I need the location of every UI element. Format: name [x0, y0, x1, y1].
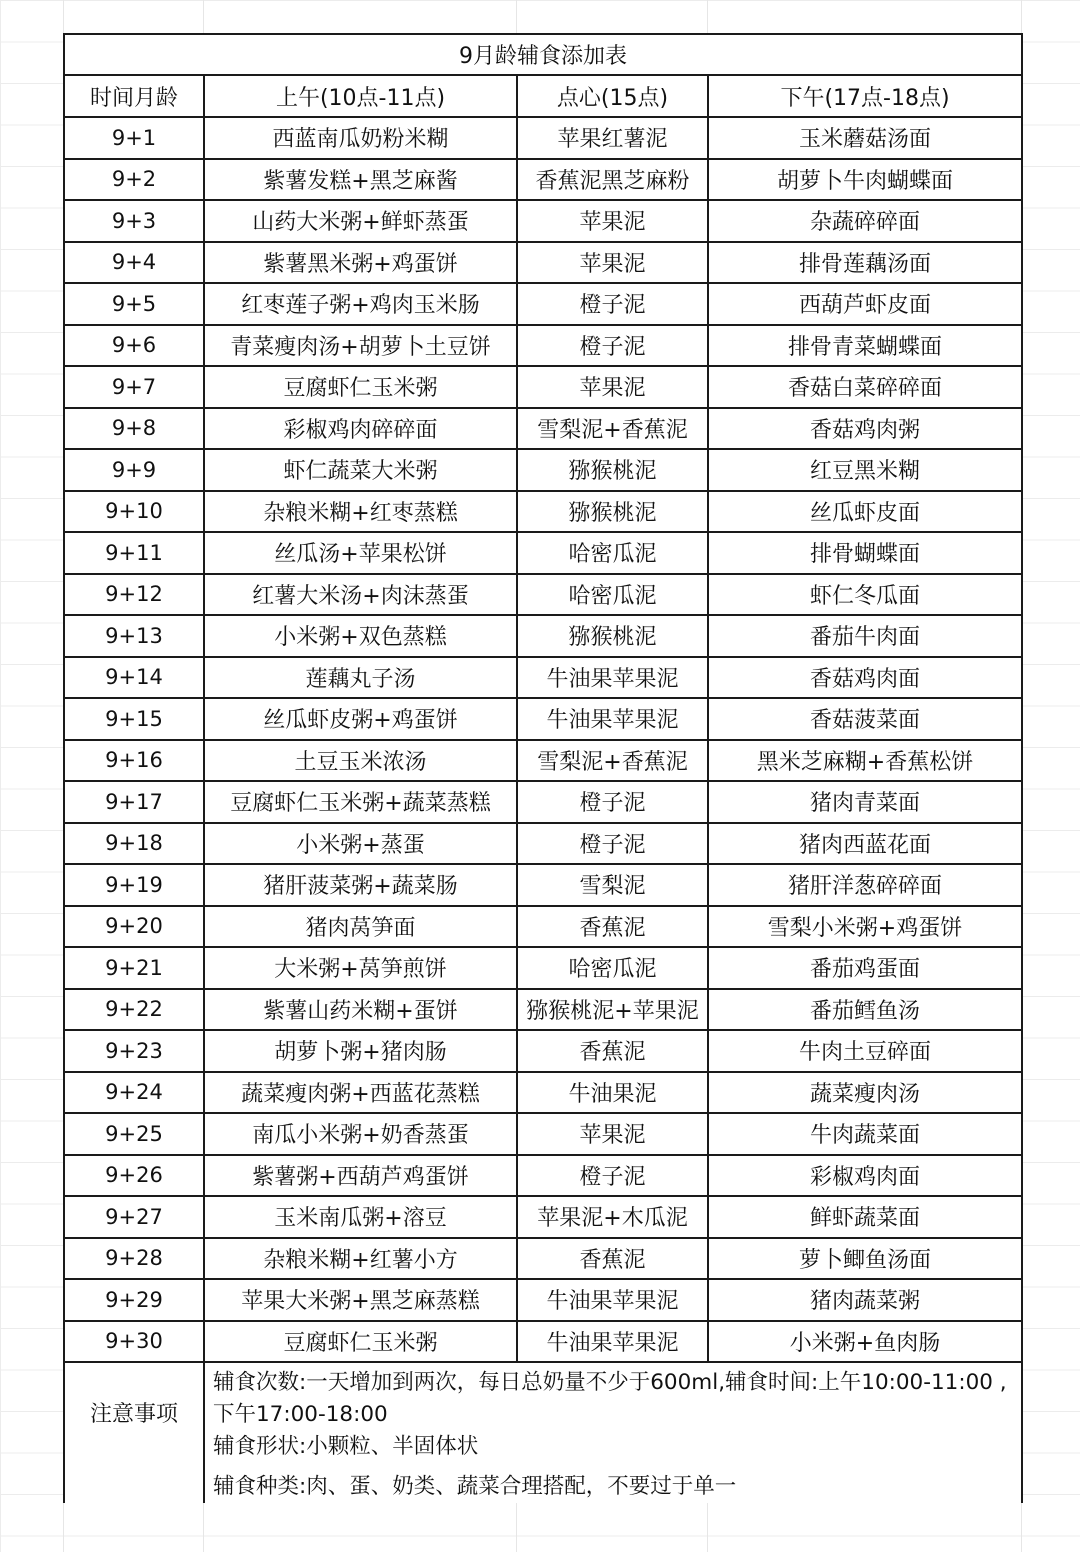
cell-day[interactable]: 9+8: [64, 408, 204, 450]
cell-morning[interactable]: 青菜瘦肉汤+胡萝卜土豆饼: [204, 325, 517, 367]
cell-morning[interactable]: 小米粥+蒸蛋: [204, 823, 517, 865]
cell-snack[interactable]: 橙子泥: [517, 823, 708, 865]
cell-day[interactable]: 9+19: [64, 864, 204, 906]
cell-day[interactable]: 9+14: [64, 657, 204, 699]
cell-day[interactable]: 9+28: [64, 1238, 204, 1280]
notes-line-frequency: 辅食次数:一天增加到两次，每日总奶量不少于600ml,辅食时间:上午10:00-11:00 ,下午17:00-18:00: [213, 1370, 1007, 1427]
table-row: [64, 1030, 1022, 1072]
cell-afternoon[interactable]: 排骨青菜蝴蝶面: [708, 325, 1022, 367]
cell-morning[interactable]: 虾仁蔬菜大米粥: [204, 449, 517, 491]
cell-morning[interactable]: 红枣莲子粥+鸡肉玉米肠: [204, 283, 517, 325]
cell-snack[interactable]: 苹果红薯泥: [517, 117, 708, 159]
header-age[interactable]: 时间月龄: [64, 75, 204, 117]
cell-day[interactable]: 9+10: [64, 491, 204, 533]
table-row: [64, 1072, 1022, 1114]
cell-day[interactable]: 9+3: [64, 200, 204, 242]
table-row: [64, 242, 1022, 284]
cell-morning[interactable]: 紫薯发糕+黑芝麻酱: [204, 159, 517, 201]
cell-day[interactable]: 9+25: [64, 1113, 204, 1155]
cell-snack[interactable]: 牛油果苹果泥: [517, 657, 708, 699]
cell-afternoon[interactable]: 牛肉蔬菜面: [708, 1113, 1022, 1155]
table-row: [64, 740, 1022, 782]
table-row: [64, 906, 1022, 948]
cell-morning[interactable]: 杂粮米糊+红枣蒸糕: [204, 491, 517, 533]
cell-morning[interactable]: 豆腐虾仁玉米粥: [204, 366, 517, 408]
cell-day[interactable]: 9+20: [64, 906, 204, 948]
cell-snack[interactable]: 香蕉泥: [517, 1238, 708, 1280]
cell-snack[interactable]: 雪梨泥: [517, 864, 708, 906]
cell-day[interactable]: 9+21: [64, 947, 204, 989]
header-row: [64, 75, 1022, 117]
cell-snack[interactable]: 苹果泥: [517, 366, 708, 408]
cell-day[interactable]: 9+11: [64, 532, 204, 574]
cell-afternoon[interactable]: 红豆黑米糊: [708, 449, 1022, 491]
cell-morning[interactable]: 豆腐虾仁玉米粥: [204, 1321, 517, 1363]
cell-snack[interactable]: 香蕉泥黑芝麻粉: [517, 159, 708, 201]
cell-snack[interactable]: 猕猴桃泥+苹果泥: [517, 989, 708, 1031]
cell-snack[interactable]: 苹果泥: [517, 1113, 708, 1155]
cell-day[interactable]: 9+5: [64, 283, 204, 325]
cell-afternoon[interactable]: 彩椒鸡肉面: [708, 1155, 1022, 1197]
table-row: [64, 864, 1022, 906]
cell-day[interactable]: 9+13: [64, 615, 204, 657]
cell-day[interactable]: 9+7: [64, 366, 204, 408]
table-row: [64, 159, 1022, 201]
cell-snack[interactable]: 哈密瓜泥: [517, 947, 708, 989]
cell-morning[interactable]: 玉米南瓜粥+溶豆: [204, 1196, 517, 1238]
cell-morning[interactable]: 紫薯山药米糊+蛋饼: [204, 989, 517, 1031]
feeding-schedule-table: [63, 33, 1023, 1503]
cell-day[interactable]: 9+12: [64, 574, 204, 616]
cell-day[interactable]: 9+9: [64, 449, 204, 491]
cell-morning[interactable]: 西蓝南瓜奶粉米糊: [204, 117, 517, 159]
table-row: [64, 1113, 1022, 1155]
cell-morning[interactable]: 南瓜小米粥+奶香蒸蛋: [204, 1113, 517, 1155]
cell-morning[interactable]: 胡萝卜粥+猪肉肠: [204, 1030, 517, 1072]
cell-afternoon[interactable]: 香菇鸡肉粥: [708, 408, 1022, 450]
cell-snack[interactable]: 香蕉泥: [517, 1030, 708, 1072]
cell-morning[interactable]: 紫薯粥+西葫芦鸡蛋饼: [204, 1155, 517, 1197]
cell-snack[interactable]: 牛油果苹果泥: [517, 1321, 708, 1363]
cell-snack[interactable]: 苹果泥+木瓜泥: [517, 1196, 708, 1238]
cell-afternoon[interactable]: 猪肉蔬菜粥: [708, 1279, 1022, 1321]
cell-snack[interactable]: 猕猴桃泥: [517, 449, 708, 491]
table-title[interactable]: 9月龄辅食添加表: [64, 34, 1022, 75]
title-row: [64, 34, 1022, 75]
cell-afternoon[interactable]: 玉米蘑菇汤面: [708, 117, 1022, 159]
cell-afternoon[interactable]: 蔬菜瘦肉汤: [708, 1072, 1022, 1114]
table-row: [64, 574, 1022, 616]
table-row: [64, 989, 1022, 1031]
cell-afternoon[interactable]: 猪肉西蓝花面: [708, 823, 1022, 865]
cell-day[interactable]: 9+6: [64, 325, 204, 367]
header-morning[interactable]: 上午(10点-11点): [204, 75, 517, 117]
table-row: [64, 1196, 1022, 1238]
cell-afternoon[interactable]: 番茄鸡蛋面: [708, 947, 1022, 989]
notes-label[interactable]: 注意事项: [64, 1362, 204, 1503]
cell-morning[interactable]: 猪肝菠菜粥+蔬菜肠: [204, 864, 517, 906]
cell-afternoon[interactable]: 牛肉土豆碎面: [708, 1030, 1022, 1072]
cell-afternoon[interactable]: 黑米芝麻糊+香蕉松饼: [708, 740, 1022, 782]
cell-day[interactable]: 9+15: [64, 698, 204, 740]
cell-snack[interactable]: 哈密瓜泥: [517, 532, 708, 574]
table-row: [64, 1279, 1022, 1321]
notes-content[interactable]: [204, 1362, 1022, 1503]
cell-morning[interactable]: 彩椒鸡肉碎碎面: [204, 408, 517, 450]
table-row: [64, 366, 1022, 408]
cell-afternoon[interactable]: 鲜虾蔬菜面: [708, 1196, 1022, 1238]
cell-afternoon[interactable]: 猪肉青菜面: [708, 781, 1022, 823]
cell-day[interactable]: 9+23: [64, 1030, 204, 1072]
cell-afternoon[interactable]: 香菇鸡肉面: [708, 657, 1022, 699]
cell-afternoon[interactable]: 胡萝卜牛肉蝴蝶面: [708, 159, 1022, 201]
table-row: [64, 698, 1022, 740]
cell-day[interactable]: 9+2: [64, 159, 204, 201]
cell-snack[interactable]: 雪梨泥+香蕉泥: [517, 408, 708, 450]
cell-snack[interactable]: 苹果泥: [517, 200, 708, 242]
table-row: [64, 491, 1022, 533]
table-row: [64, 325, 1022, 367]
cell-day[interactable]: 9+16: [64, 740, 204, 782]
cell-morning[interactable]: 山药大米粥+鲜虾蒸蛋: [204, 200, 517, 242]
cell-morning[interactable]: 丝瓜虾皮粥+鸡蛋饼: [204, 698, 517, 740]
cell-day[interactable]: 9+18: [64, 823, 204, 865]
cell-snack[interactable]: 雪梨泥+香蕉泥: [517, 740, 708, 782]
cell-day[interactable]: 9+26: [64, 1155, 204, 1197]
cell-afternoon[interactable]: 杂蔬碎碎面: [708, 200, 1022, 242]
cell-day[interactable]: 9+17: [64, 781, 204, 823]
header-afternoon[interactable]: 下午(17点-18点): [708, 75, 1022, 117]
cell-afternoon[interactable]: 香菇白菜碎碎面: [708, 366, 1022, 408]
cell-afternoon[interactable]: 番茄牛肉面: [708, 615, 1022, 657]
cell-snack[interactable]: 牛油果泥: [517, 1072, 708, 1114]
cell-afternoon[interactable]: 猪肝洋葱碎碎面: [708, 864, 1022, 906]
cell-morning[interactable]: 莲藕丸子汤: [204, 657, 517, 699]
cell-snack[interactable]: 哈密瓜泥: [517, 574, 708, 616]
cell-morning[interactable]: 大米粥+莴笋煎饼: [204, 947, 517, 989]
cell-afternoon[interactable]: 丝瓜虾皮面: [708, 491, 1022, 533]
cell-snack[interactable]: 橙子泥: [517, 283, 708, 325]
table-row: [64, 1238, 1022, 1280]
cell-afternoon[interactable]: 排骨莲藕汤面: [708, 242, 1022, 284]
cell-snack[interactable]: 香蕉泥: [517, 906, 708, 948]
cell-afternoon[interactable]: 西葫芦虾皮面: [708, 283, 1022, 325]
cell-snack[interactable]: 苹果泥: [517, 242, 708, 284]
cell-snack[interactable]: 橙子泥: [517, 325, 708, 367]
table-row: [64, 408, 1022, 450]
notes-line-variety: 辅食种类:肉、蛋、奶类、蔬菜合理搭配，不要过于单一: [213, 1474, 737, 1499]
cell-day[interactable]: 9+4: [64, 242, 204, 284]
cell-afternoon[interactable]: 虾仁冬瓜面: [708, 574, 1022, 616]
cell-morning[interactable]: 苹果大米粥+黑芝麻蒸糕: [204, 1279, 517, 1321]
cell-snack[interactable]: 猕猴桃泥: [517, 615, 708, 657]
cell-snack[interactable]: 橙子泥: [517, 781, 708, 823]
table-row: [64, 947, 1022, 989]
cell-afternoon[interactable]: 萝卜鲫鱼汤面: [708, 1238, 1022, 1280]
header-snack[interactable]: 点心(15点): [517, 75, 708, 117]
cell-day[interactable]: 9+22: [64, 989, 204, 1031]
cell-afternoon[interactable]: 雪梨小米粥+鸡蛋饼: [708, 906, 1022, 948]
cell-day[interactable]: 9+29: [64, 1279, 204, 1321]
cell-morning[interactable]: 猪肉莴笋面: [204, 906, 517, 948]
cell-day[interactable]: 9+1: [64, 117, 204, 159]
table-row: [64, 1155, 1022, 1197]
cell-morning[interactable]: 紫薯黑米粥+鸡蛋饼: [204, 242, 517, 284]
cell-morning[interactable]: 红薯大米汤+肉沫蒸蛋: [204, 574, 517, 616]
cell-snack[interactable]: 牛油果苹果泥: [517, 1279, 708, 1321]
cell-morning[interactable]: 豆腐虾仁玉米粥+蔬菜蒸糕: [204, 781, 517, 823]
cell-snack[interactable]: 牛油果苹果泥: [517, 698, 708, 740]
cell-morning[interactable]: 丝瓜汤+苹果松饼: [204, 532, 517, 574]
table-row: [64, 117, 1022, 159]
table-row: [64, 615, 1022, 657]
cell-afternoon[interactable]: 小米粥+鱼肉肠: [708, 1321, 1022, 1363]
table-row: [64, 200, 1022, 242]
cell-morning[interactable]: 小米粥+双色蒸糕: [204, 615, 517, 657]
table-row: [64, 781, 1022, 823]
table-row: [64, 449, 1022, 491]
cell-afternoon[interactable]: 排骨蝴蝶面: [708, 532, 1022, 574]
cell-snack[interactable]: 猕猴桃泥: [517, 491, 708, 533]
cell-morning[interactable]: 蔬菜瘦肉粥+西蓝花蒸糕: [204, 1072, 517, 1114]
notes-row: [64, 1362, 1022, 1503]
cell-snack[interactable]: 橙子泥: [517, 1155, 708, 1197]
cell-day[interactable]: 9+24: [64, 1072, 204, 1114]
cell-day[interactable]: 9+30: [64, 1321, 204, 1363]
table-row: [64, 1321, 1022, 1363]
table-row: [64, 283, 1022, 325]
cell-day[interactable]: 9+27: [64, 1196, 204, 1238]
table-row: [64, 823, 1022, 865]
cell-morning[interactable]: 杂粮米糊+红薯小方: [204, 1238, 517, 1280]
table-row: [64, 532, 1022, 574]
cell-afternoon[interactable]: 香菇菠菜面: [708, 698, 1022, 740]
notes-line-texture: 辅食形状:小颗粒、半固体状: [213, 1434, 479, 1459]
table-row: [64, 657, 1022, 699]
cell-afternoon[interactable]: 番茄鳕鱼汤: [708, 989, 1022, 1031]
cell-morning[interactable]: 土豆玉米浓汤: [204, 740, 517, 782]
